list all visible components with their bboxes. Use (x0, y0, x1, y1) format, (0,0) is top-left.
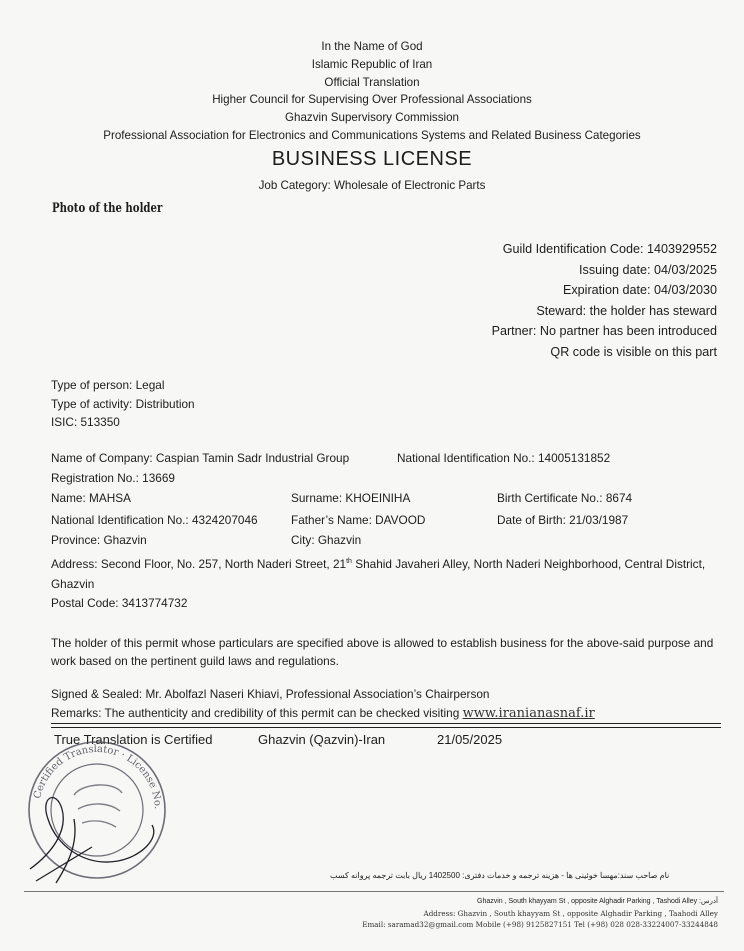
city: City: Ghazvin (291, 533, 362, 547)
province: Province: Ghazvin (51, 533, 147, 547)
address-sup: th (346, 558, 352, 565)
certification-date: 21/05/2025 (437, 732, 503, 747)
remarks (51, 706, 595, 721)
stamp-ring-text: Certified Translator · License No. (32, 743, 164, 810)
footer-divider (24, 891, 724, 892)
address-part: Shahid Javaheri Alley, North Naderi Neighborhood, Central District, Ghazvin (51, 556, 706, 591)
stamp-inner-ring (51, 764, 143, 856)
expiration-date: Expiration date: 04/03/2030 (562, 283, 717, 297)
signature-scribble (30, 798, 154, 883)
address (51, 552, 731, 594)
issuing-date: Issuing date: 04/03/2025 (579, 262, 717, 277)
translator-stamp (22, 735, 172, 885)
stamp-inner-script (74, 785, 122, 827)
footer-address-english: Address: Ghazvin , South khayyam St , opposite Alghadir Parking , Taahodi Alley (423, 909, 718, 918)
birth-certificate: Birth Certificate No.: 8674 (497, 491, 633, 505)
footer-contact: Email: saramad32@gmail.com Mobile (+98) 9125827151 Tel (+98) 028 028-33224007-33244848 (362, 920, 718, 929)
certified-label: True Translation is Certified (54, 732, 213, 747)
date-of-birth: Date of Birth: 21/03/1987 (497, 513, 629, 527)
registration-no: Registration No.: 13669 (51, 471, 175, 485)
header-line: Ghazvin Supervisory Commission (285, 111, 459, 125)
certification-place: Ghazvin (Qazvin)-Iran (258, 732, 386, 747)
father-name: Father’s Name: DAVOOD (291, 513, 426, 527)
person-type: Type of person: Legal (51, 378, 165, 392)
divider-line (51, 723, 721, 724)
header-line: In the Name of God (321, 40, 423, 53)
address-part: Address: Second Floor, No. 257, North Naderi Street, 21 (51, 556, 347, 571)
header-block (0, 38, 744, 145)
isic-code: ISIC: 513350 (51, 415, 120, 429)
document-title: BUSINESS LICENSE (271, 148, 473, 170)
stamp-outer-ring (29, 742, 165, 878)
activity-type: Type of activity: Distribution (51, 397, 195, 411)
postal-code: Postal Code: 3413774732 (51, 596, 188, 610)
qr-note: QR code is visible on this part (550, 344, 717, 359)
partner: Partner: No partner has been introduced (491, 324, 717, 338)
permit-statement: The holder of this permit whose particulars are specified above is allowed to establish business for the above-said purpose and work based on the pertinent guild laws and regulations. (51, 636, 714, 668)
divider-line (51, 727, 721, 728)
holder-name: Name: MAHSA (51, 491, 131, 505)
header-line: Official Translation (324, 75, 420, 89)
header-line: Professional Association for Electronics and Communications Systems and Related Business Categories (103, 128, 641, 142)
signed-sealed: Signed & Sealed: Mr. Abolfazl Naseri Khiavi, Professional Association’s Chairperson (51, 687, 490, 701)
holder-national-id: National Identification No.: 4324207046 (51, 513, 258, 527)
header-line: Higher Council for Supervising Over Professional Associations (212, 93, 532, 107)
company-name: Name of Company: Caspian Tamin Sadr Industrial Group (51, 451, 350, 465)
guild-code: Guild Identification Code: 1403929552 (502, 242, 717, 256)
holder-surname: Surname: KHOEINIHA (291, 491, 411, 505)
company-national-id: National Identification No.: 14005131852 (397, 451, 611, 465)
footer-persian-line: نام صاحب سند:مهسا خوئینی ها - هزینه ترجمه و خدمات دفتری: 1402500 ریال بابت ترجمه پروانه کسب (330, 871, 670, 880)
verification-link[interactable]: www.iranianasnaf.ir (462, 706, 595, 721)
steward: Steward: the holder has steward (536, 303, 717, 318)
license-info-block (492, 239, 717, 362)
header-line: Islamic Republic of Iran (311, 57, 433, 71)
remarks-text: Remarks: The authenticity and credibility of this permit can be checked visiting (51, 706, 463, 720)
photo-label: Photo of the holder (52, 201, 163, 216)
footer-address-line: Ghazvin , South khayyam St , opposite Alghadir Parking , Tashodi Alley :آدرس (477, 898, 718, 905)
job-category: Job Category: Wholesale of Electronic Parts (258, 179, 486, 192)
